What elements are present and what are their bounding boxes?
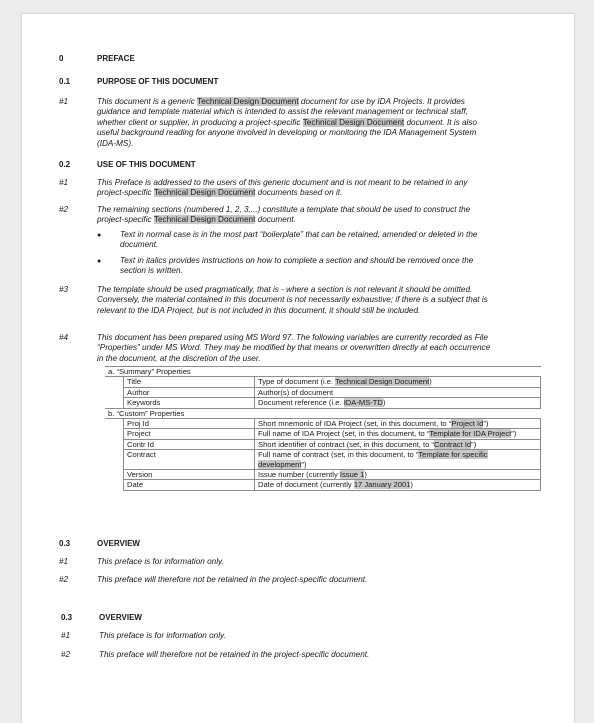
bullet-icon: ● (97, 232, 102, 239)
paragraph: This preface is for information only. (99, 631, 226, 640)
property-description (255, 439, 541, 449)
property-description (255, 387, 541, 397)
property-name: Title (124, 377, 255, 387)
text-run: ”) (483, 419, 489, 429)
highlighted-field: Technical Design Document (153, 188, 256, 198)
property-description (255, 377, 541, 387)
property-name: Author (124, 387, 255, 397)
paragraph (97, 97, 491, 149)
section-heading: OVERVIEW (97, 539, 140, 548)
highlighted-field: Issue 1 (339, 470, 365, 480)
paragraph: This document has been prepared using MS Word 97. The following variables are currently recorded as File “Properties” under MS Word. They may be modified by that means or overwritten directly at each occurrence in the document, at the discretion of the user. (97, 333, 491, 363)
paragraph (97, 205, 491, 226)
table-row (105, 387, 541, 397)
table-row (105, 419, 541, 429)
text-run: ”) (301, 459, 307, 469)
highlighted-field: Template for IDA Project (429, 429, 512, 439)
property-description (255, 419, 541, 429)
text-run: document. It is also useful background reading for anyone involved in developing or monitoring the IDA Management System (IDA-MS). (97, 117, 477, 148)
text-run: Document reference (i.e. (258, 398, 344, 408)
text-run: Short identifier of contract (set, in this document, to “ (258, 439, 435, 449)
text-run: Type of document (i.e. (258, 377, 336, 387)
group-label: a. “Summary” Properties (105, 367, 541, 377)
section-heading: USE OF THIS DOCUMENT (97, 160, 196, 169)
table-row (105, 470, 541, 480)
highlighted-field: Project Id (451, 419, 484, 429)
text-run: ”) (471, 439, 477, 449)
highlighted-field: IDA-MS-TD (343, 398, 383, 408)
paragraph-marker: #1 (59, 97, 69, 106)
highlighted-field: Technical Design Document (335, 377, 430, 387)
text-run: document for use by IDA Projects. It provides guidance and template material which is intended to assist the relevant management or technical staff, whether client or supplier, in producing a project-specific (97, 97, 468, 127)
property-name: Proj Id (124, 419, 255, 429)
section-heading: OVERVIEW (99, 613, 142, 622)
property-name: Contract (124, 450, 255, 470)
property-description (255, 429, 541, 439)
text-run: ) (410, 480, 413, 490)
paragraph: This preface will therefore not be retained in the project-specific document. (97, 575, 368, 584)
highlighted-field: 17 January 2001 (353, 480, 411, 490)
table-row (105, 377, 541, 387)
table-row (105, 429, 541, 439)
table-row (105, 450, 541, 470)
paragraph-marker: #1 (61, 631, 71, 640)
highlighted-field: Technical Design Document (197, 97, 299, 106)
bullet-item: Text in italics provides instructions on how to complete a section and should be removed once the section is written. (120, 256, 474, 276)
section-number: 0.3 (59, 539, 71, 548)
property-name: Keywords (124, 398, 255, 408)
text-run: Full name of IDA Project (set, in this document, to “ (258, 429, 430, 439)
bullet-item: Text in normal case is in the most part “boilerplate” that can be retained, amended or deleted in the document. (120, 230, 478, 250)
property-description (255, 450, 541, 470)
highlighted-field: Contract Id (434, 439, 472, 449)
section-heading: PURPOSE OF THIS DOCUMENT (97, 77, 219, 86)
section-number: 0 (59, 54, 64, 63)
property-description (255, 480, 541, 490)
table-group-row (105, 367, 541, 377)
paragraph-marker: #1 (59, 557, 69, 566)
text-run: This document is a generic (97, 97, 198, 106)
highlighted-field: Technical Design Document (153, 215, 256, 225)
highlighted-field: Template for specific development (258, 450, 488, 469)
group-label: b. “Custom” Properties (105, 408, 541, 418)
paragraph (97, 178, 491, 199)
paragraph: The template should be used pragmatically, that is - where a section is not relevant it should be omitted. Conversely, the material contained in this document is not necessarily exhaustive; if there is a subject that is relevant to the IDA Project, but is not included in this document, it should still be included. (97, 285, 488, 315)
paragraph-marker: #2 (59, 205, 69, 214)
paragraph-marker: #2 (59, 575, 69, 584)
property-name: Date (124, 480, 255, 490)
paragraph: This preface is for information only. (97, 557, 224, 566)
table-row (105, 480, 541, 490)
paragraph-marker: #3 (59, 285, 69, 294)
property-name: Version (124, 470, 255, 480)
text-run: Date of document (currently (258, 480, 354, 490)
property-name: Project (124, 429, 255, 439)
text-run: ) (429, 377, 432, 387)
text-run: documents based on it. (255, 188, 343, 198)
section-number: 0.1 (59, 77, 71, 86)
text-run: Full name of contract (set, in this document, to “ (258, 450, 419, 460)
highlighted-field: Technical Design Document (302, 117, 405, 127)
bullet-icon: ● (97, 258, 102, 265)
text-run: This Preface is addressed to the users of this generic document and is not meant to be retained in any project-specific (97, 178, 468, 198)
document-page (22, 14, 574, 723)
table-group-row (105, 408, 541, 418)
paragraph-marker: #4 (59, 333, 69, 342)
section-number: 0.3 (61, 613, 73, 622)
text-run: Author(s) of document (258, 387, 334, 397)
property-name: Contr Id (124, 439, 255, 449)
property-description (255, 470, 541, 480)
text-run: ”) (511, 429, 517, 439)
table-row (105, 439, 541, 449)
paragraph-marker: #2 (61, 650, 71, 659)
text-run: Short mnemonic of IDA Project (set, in this document, to “ (258, 419, 452, 429)
text-run: ) (382, 398, 386, 408)
text-run: Issue number (currently (258, 470, 340, 480)
section-heading: PREFACE (97, 54, 135, 63)
paragraph-marker: #1 (59, 178, 69, 187)
section-number: 0.2 (59, 160, 71, 169)
text-run: document. (255, 215, 296, 225)
table-row (105, 398, 541, 408)
text-run: ) (364, 470, 367, 480)
property-description (255, 398, 541, 408)
properties-table (105, 366, 541, 491)
text-run: The remaining sections (numbered 1, 2, 3,...) constitute a template that should be used to construct the project-specific (97, 205, 471, 225)
paragraph: This preface will therefore not be retained in the project-specific document. (99, 650, 370, 659)
